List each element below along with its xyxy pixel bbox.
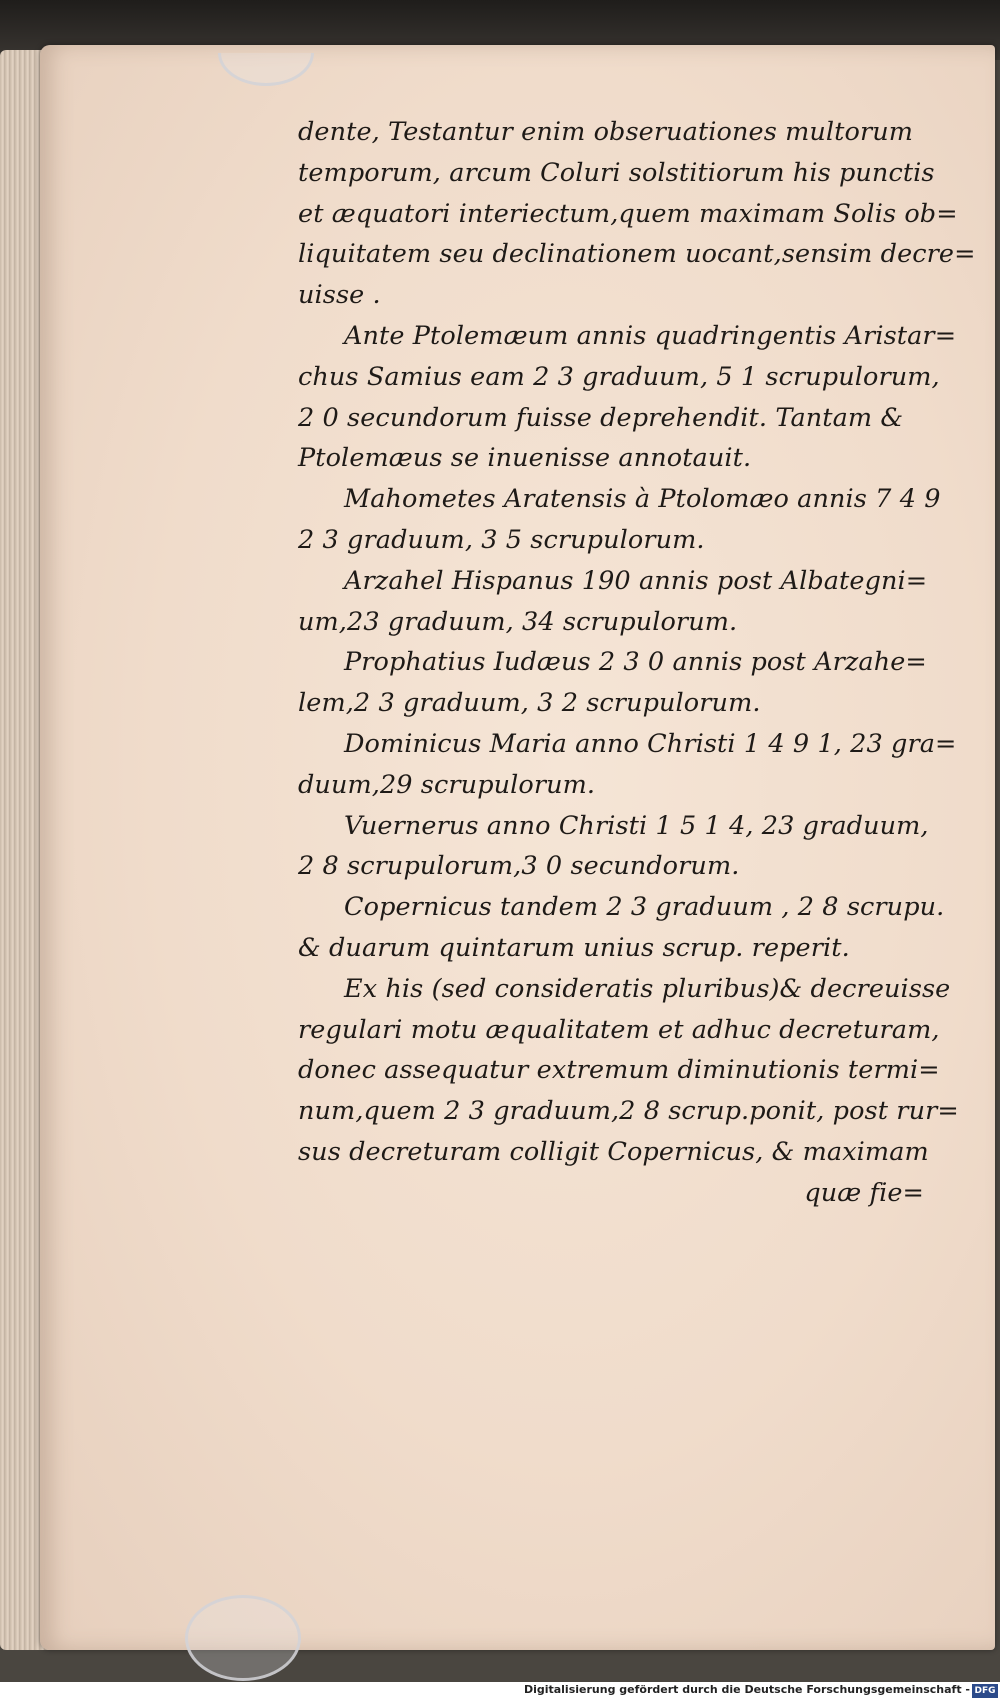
text-line-13: um,23 graduum, 34 scrupulorum. bbox=[298, 606, 738, 637]
text-line-9: Ptolemæus se inuenisse annotauit. bbox=[298, 443, 752, 474]
text-line-25: num,quem 2 3 graduum,2 8 scrup.ponit, post rur= bbox=[298, 1096, 959, 1127]
text-line-11: 2 3 graduum, 3 5 scrupulorum. bbox=[298, 524, 705, 555]
text-line-23: regulari motu æqualitatem et adhuc decreturam, bbox=[298, 1014, 940, 1045]
text-line-1: dente, Testantur enim obseruationes multorum bbox=[298, 117, 914, 147]
text-line-16: Dominicus Maria anno Christi 1 4 9 1, 23 gra= bbox=[344, 728, 957, 759]
text-line-7: chus Samius eam 2 3 graduum, 5 1 scrupulorum, bbox=[298, 361, 940, 392]
text-line-5: uisse . bbox=[298, 280, 381, 311]
page-clip-bottom bbox=[185, 1595, 301, 1681]
text-line-22: Ex his (sed consideratis pluribus)& decreuisse bbox=[344, 973, 951, 1004]
text-line-17: duum,29 scrupulorum. bbox=[298, 769, 596, 800]
text-line-6: Ante Ptolemæum annis quadringentis Aristar= bbox=[344, 320, 957, 351]
text-line-3: et æquatori interiectum,quem maximam Solis ob= bbox=[298, 198, 958, 229]
text-line-10: Mahometes Aratensis à Ptolomæo annis 7 4 9 bbox=[344, 484, 941, 515]
text-line-15: lem,2 3 graduum, 3 2 scrupulorum. bbox=[298, 688, 761, 719]
text-line-8: 2 0 secundorum fuisse deprehendit. Tantam & bbox=[298, 402, 904, 433]
digitization-credit: Digitalisierung gefördert durch die Deutsche Forschungsgemeinschaft - bbox=[523, 1683, 970, 1696]
text-line-19: 2 8 scrupulorum,3 0 secundorum. bbox=[298, 851, 740, 882]
text-line-24: donec assequatur extremum diminutionis termi= bbox=[298, 1055, 940, 1086]
page-text bbox=[298, 112, 976, 1214]
text-line-20: Copernicus tandem 2 3 graduum , 2 8 scrupu. bbox=[344, 892, 945, 923]
text-line-4: liquitatem seu declinationem uocant,sensim decre= bbox=[298, 239, 976, 270]
dfg-logo: DFG bbox=[972, 1684, 998, 1698]
text-line-21: & duarum quintarum unius scrup. reperit. bbox=[298, 932, 850, 963]
text-line-14: Prophatius Iudæus 2 3 0 annis post Arzahe= bbox=[344, 647, 927, 678]
catchword: quæ fie= bbox=[804, 1177, 924, 1208]
text-line-26: sus decreturam colligit Copernicus, & maximam bbox=[298, 1136, 929, 1167]
text-line-2: temporum, arcum Coluri solstitiorum his punctis bbox=[298, 157, 935, 188]
text-line-12: Arzahel Hispanus 190 annis post Albategni= bbox=[344, 565, 928, 596]
text-line-18: Vuernerus anno Christi 1 5 1 4, 23 graduum, bbox=[344, 810, 929, 841]
